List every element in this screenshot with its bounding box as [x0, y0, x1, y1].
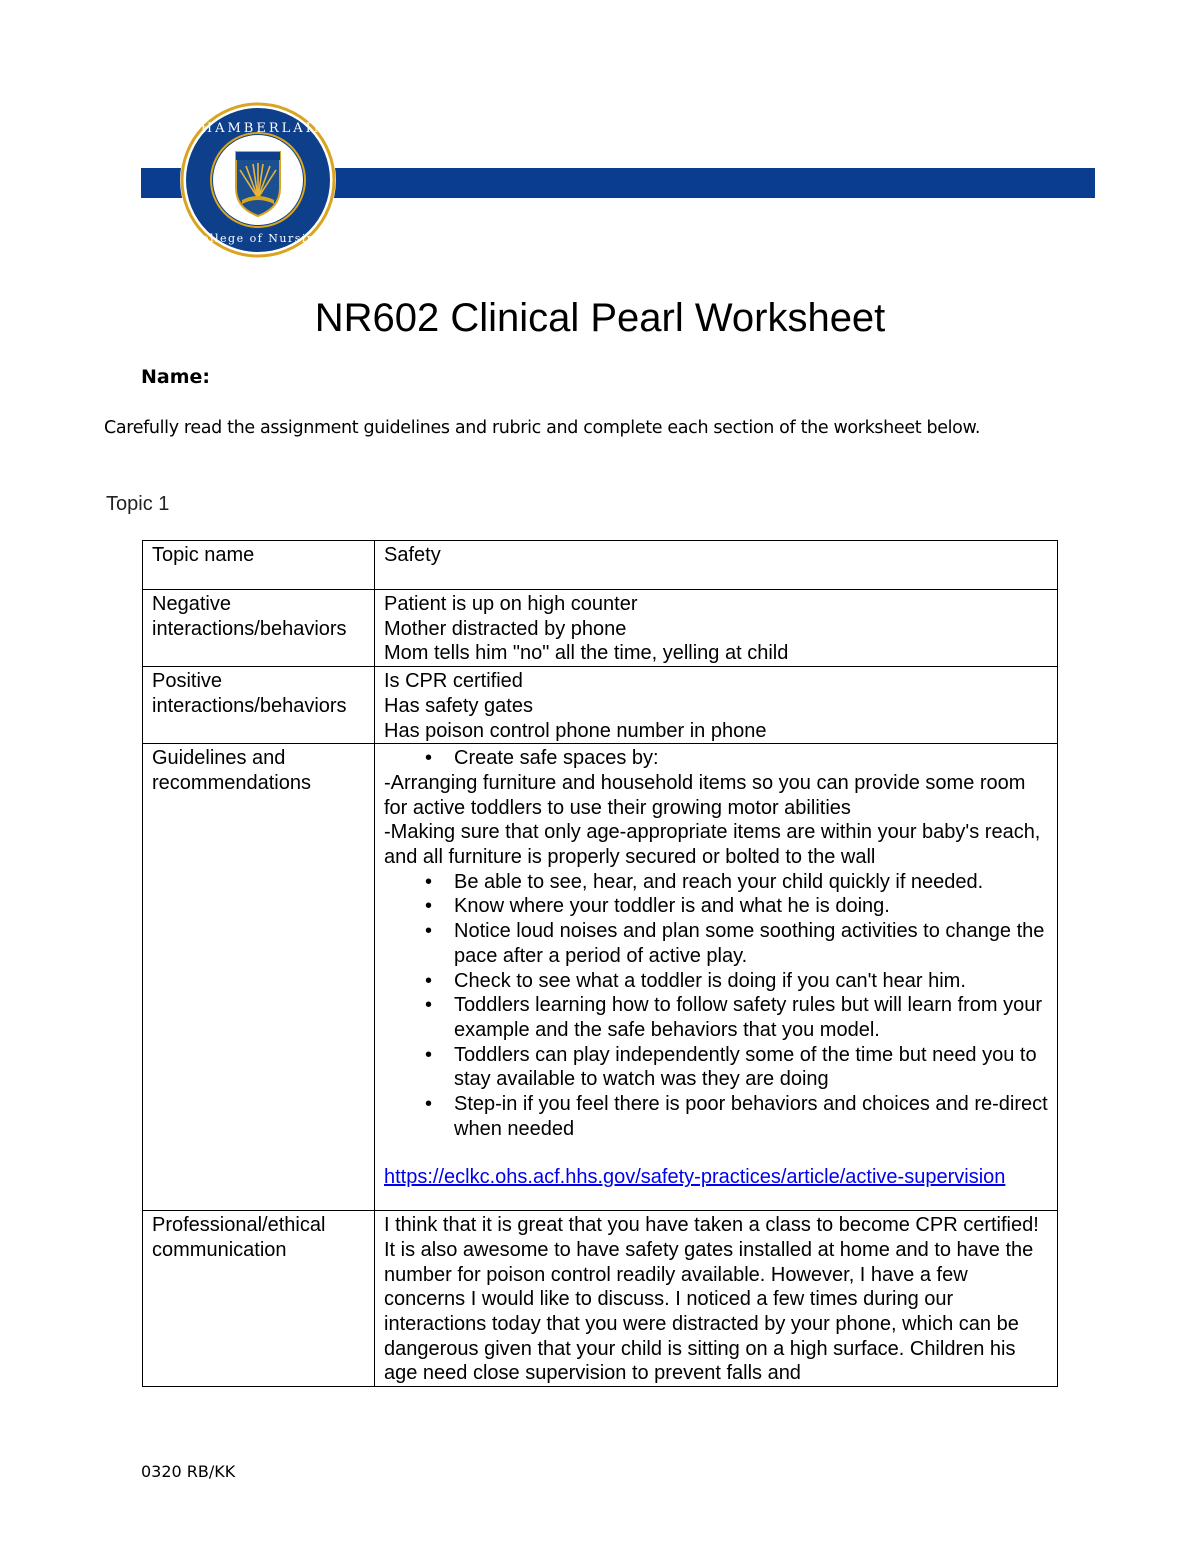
negative-value: [375, 590, 1058, 667]
name-label: Name:: [141, 366, 211, 388]
table-row: [143, 1211, 1058, 1387]
table-row: [143, 541, 1058, 590]
table-row: [143, 590, 1058, 667]
topic-name-label: Topic name: [143, 541, 375, 590]
professional-label: Professional/ethical communication: [143, 1211, 375, 1387]
positive-label: Positive interactions/behaviors: [143, 667, 375, 744]
footer-code: 0320 RB/KK: [141, 1462, 236, 1481]
list-item: • Create safe spaces by:: [454, 746, 1049, 771]
negative-line: Patient is up on high counter: [384, 593, 638, 615]
list-item: • Toddlers can play independently some of the time but need you to stay available to watch was they are doing: [454, 1043, 1049, 1092]
dash-item: -Making sure that only age-appropriate items are within your baby's reach, and all furniture is properly secured or bolted to the wall: [384, 821, 1041, 869]
negative-line: Mom tells him "no" all the time, yelling at child: [384, 642, 789, 665]
guidelines-label: Guidelines and recommendations: [143, 744, 375, 1211]
instructions-text: Carefully read the assignment guidelines and rubric and complete each section of the worksheet below.: [104, 418, 981, 438]
svg-text:College of Nursing: College of Nursing: [191, 232, 325, 245]
table-row: [143, 667, 1058, 744]
dash-item: -Arranging furniture and household items so you can provide some room for active toddlers to use their growing motor abilities: [384, 771, 1026, 819]
list-item: • Notice loud noises and plan some soothing activities to change the pace after a period of active play.: [454, 919, 1049, 968]
svg-text:CHAMBERLAIN: CHAMBERLAIN: [187, 121, 329, 136]
spacer: [384, 1141, 1049, 1165]
bullet-list: [384, 746, 1049, 771]
professional-value: I think that it is great that you have taken a class to become CPR certified! It is also awesome to have safety gates installed at home and to have the number for poison control readily available. However, I have a few concerns I would like to discuss. I noticed a few times during our interactions today that you were distracted by your phone, which can be dangerous given that your child is sitting on a high surface. Children his age need close supervision to prevent falls and: [375, 1211, 1058, 1387]
table-row: [143, 744, 1058, 1211]
topic-name-value: Safety: [375, 541, 1058, 590]
negative-label: Negative interactions/behaviors: [143, 590, 375, 667]
positive-value: [375, 667, 1058, 744]
list-item: • Check to see what a toddler is doing if you can't hear him.: [454, 969, 1049, 994]
topic-heading: Topic 1: [106, 493, 170, 515]
negative-line: Mother distracted by phone: [384, 617, 627, 640]
list-item: • Know where your toddler is and what he is doing.: [454, 894, 1049, 919]
bullet-list: [384, 870, 1049, 1142]
guidelines-value: [375, 744, 1058, 1211]
positive-line: Is CPR certified: [384, 670, 523, 693]
positive-line: Has poison control phone number in phone: [384, 719, 767, 742]
list-item: • Be able to see, hear, and reach your child quickly if needed.: [454, 870, 1049, 895]
list-item: • Toddlers learning how to follow safety rules but will learn from your example and the safe behaviors that you model.: [454, 993, 1049, 1042]
positive-line: Has safety gates: [384, 694, 533, 717]
supervision-link[interactable]: https://eclkc.ohs.acf.hhs.gov/safety-practices/article/active-supervision: [384, 1166, 1006, 1189]
list-item: • Step-in if you feel there is poor behaviors and choices and re-direct when needed: [454, 1092, 1049, 1141]
page-title: NR602 Clinical Pearl Worksheet: [314, 296, 886, 340]
clinical-pearl-table: [142, 540, 1058, 1387]
college-seal-logo: [178, 100, 338, 260]
